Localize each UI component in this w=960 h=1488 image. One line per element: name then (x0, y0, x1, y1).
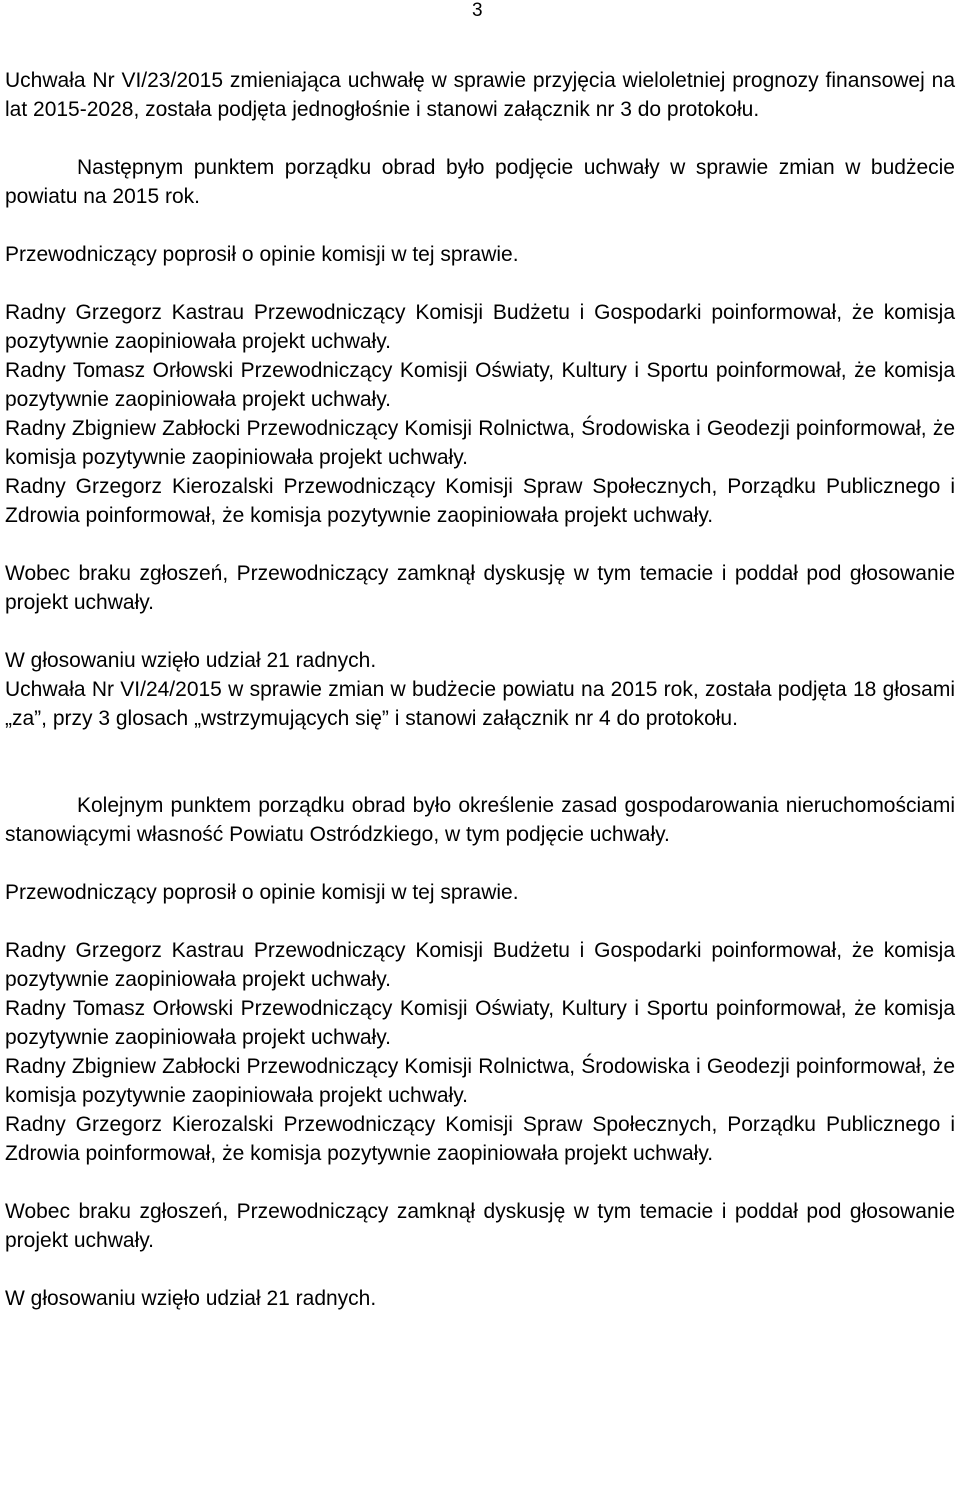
paragraph-budget-agenda-item: Następnym punktem porządku obrad było podjęcie uchwały w sprawie zmian w budżecie powiatu na 2015 rok. (5, 156, 955, 208)
page-number: 3 (472, 0, 483, 21)
document-body (5, 66, 955, 1313)
paragraph-vote-call: Wobec braku zgłoszeń, Przewodniczący zamknął dyskusję w tym temacie i poddał pod głosowanie projekt uchwały. (5, 1200, 955, 1252)
paragraph-opinion-budget-committee: Radny Grzegorz Kastrau Przewodniczący Komisji Budżetu i Gospodarki poinformował, że komisja pozytywnie zaopiniowała projekt uchwały. (5, 939, 955, 991)
paragraph-opinion-agriculture-committee: Radny Zbigniew Zabłocki Przewodniczący Komisji Rolnictwa, Środowiska i Geodezji poinformował, że komisja pozytywnie zaopiniowała projekt uchwały. (5, 417, 955, 469)
paragraph-chair-request: Przewodniczący poprosił o opinie komisji w tej sprawie. (5, 243, 519, 266)
paragraph-chair-request: Przewodniczący poprosił o opinie komisji w tej sprawie. (5, 881, 519, 904)
paragraph-vote-call: Wobec braku zgłoszeń, Przewodniczący zamknął dyskusję w tym temacie i poddał pod głosowanie projekt uchwały. (5, 562, 955, 614)
paragraph-resolution-vi-24: Uchwała Nr VI/24/2015 w sprawie zmian w budżecie powiatu na 2015 rok, została podjęta 18 głosami „za”, przy 3 glosach „wstrzymujących się” i stanowi załącznik nr 4 do protokołu. (5, 678, 955, 730)
paragraph-vote-participation: W głosowaniu wzięło udział 21 radnych. (5, 649, 377, 672)
paragraph-opinion-social-committee: Radny Grzegorz Kierozalski Przewodniczący Komisji Spraw Społecznych, Porządku Publicznego i Zdrowia poinformował, że komisja pozytywnie zaopiniowała projekt uchwały. (5, 475, 955, 527)
paragraph-opinion-agriculture-committee: Radny Zbigniew Zabłocki Przewodniczący Komisji Rolnictwa, Środowiska i Geodezji poinformował, że komisja pozytywnie zaopiniowała projekt uchwały. (5, 1055, 955, 1107)
paragraph-resolution-vi-23: Uchwała Nr VI/23/2015 zmieniająca uchwałę w sprawie przyjęcia wieloletniej prognozy finansowej na lat 2015-2028, została podjęta jednogłośnie i stanowi załącznik nr 3 do protokołu. (5, 69, 955, 121)
paragraph-property-agenda-item: Kolejnym punktem porządku obrad było określenie zasad gospodarowania nieruchomościami stanowiącymi własność Powiatu Ostródzkiego, w tym podjęcie uchwały. (5, 794, 955, 846)
paragraph-vote-participation: W głosowaniu wzięło udział 21 radnych. (5, 1287, 377, 1310)
paragraph-opinion-social-committee: Radny Grzegorz Kierozalski Przewodniczący Komisji Spraw Społecznych, Porządku Publicznego i Zdrowia poinformował, że komisja pozytywnie zaopiniowała projekt uchwały. (5, 1113, 955, 1165)
paragraph-opinion-education-committee: Radny Tomasz Orłowski Przewodniczący Komisji Oświaty, Kultury i Sportu poinformował, że komisja pozytywnie zaopiniowała projekt uchwały. (5, 997, 955, 1049)
paragraph-opinion-budget-committee: Radny Grzegorz Kastrau Przewodniczący Komisji Budżetu i Gospodarki poinformował, że komisja pozytywnie zaopiniowała projekt uchwały. (5, 301, 955, 353)
paragraph-opinion-education-committee: Radny Tomasz Orłowski Przewodniczący Komisji Oświaty, Kultury i Sportu poinformował, że komisja pozytywnie zaopiniowała projekt uchwały. (5, 359, 955, 411)
